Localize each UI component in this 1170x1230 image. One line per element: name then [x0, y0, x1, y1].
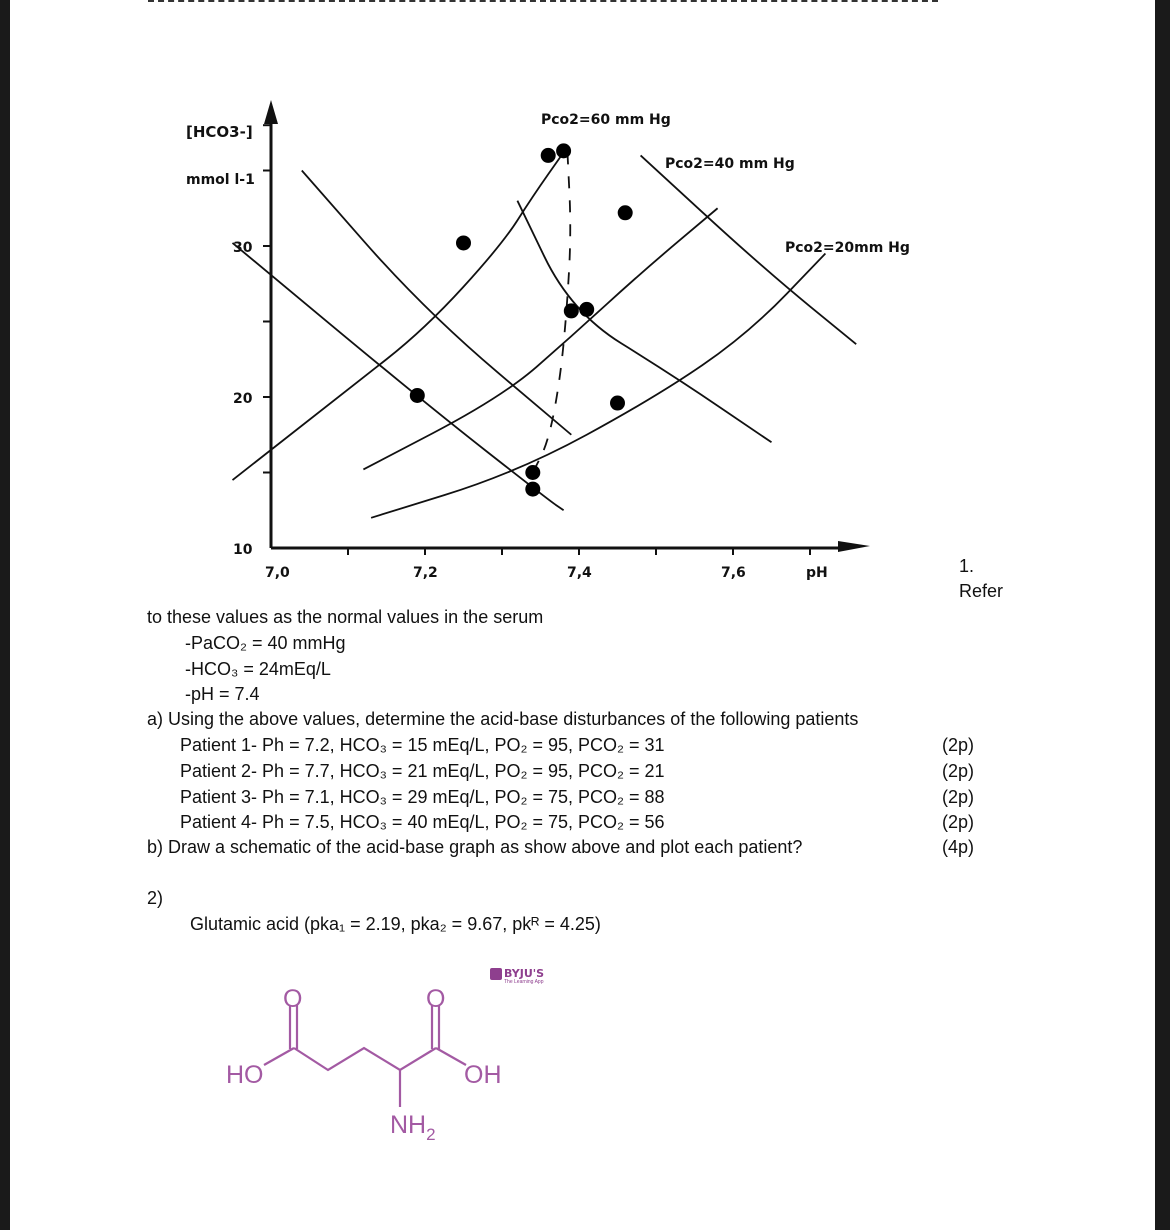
x-axis-label: pH	[806, 565, 828, 581]
data-point-9	[610, 396, 625, 411]
amino-group-subscript: 2	[426, 1125, 436, 1144]
amino-group	[390, 1111, 436, 1144]
acid-base-graph	[0, 0, 1170, 610]
isobar-label-20: Pco2=20mm Hg	[785, 240, 910, 256]
x-axis-arrow	[838, 541, 870, 552]
patient-2-points: (2p)	[942, 761, 975, 781]
patient-3-points: (2p)	[942, 787, 975, 807]
data-point-3	[564, 303, 579, 318]
normal-value-hco3: -HCO₃ = 24mEq/L	[185, 659, 331, 679]
question-2-number: 2)	[147, 888, 164, 908]
data-point-5	[410, 388, 425, 403]
question-number: 1.	[959, 556, 975, 576]
isobar-line-2	[371, 254, 825, 518]
hydroxyl-right: OH	[464, 1061, 502, 1089]
patient-1-points: (2p)	[942, 735, 975, 755]
carbonyl-oxygen-left: O	[283, 985, 303, 1013]
x-tick-label: 7,0	[265, 565, 290, 581]
data-point-4	[579, 302, 594, 317]
normal-value-paco2: -PaCO₂ = 40 mmHg	[185, 633, 346, 653]
data-point-7	[525, 482, 540, 497]
x-tick-label: 7,6	[721, 565, 746, 581]
byjus-tagline: The Learning App	[504, 979, 544, 985]
hydroxyl-left: HO	[226, 1061, 264, 1089]
molecule-bonds	[264, 1005, 466, 1107]
data-point-6	[525, 465, 540, 480]
intro-line: to these values as the normal values in the serum	[147, 607, 544, 627]
data-point-0	[541, 148, 556, 163]
part-a-prompt: a) Using the above values, determine the acid-base disturbances of the following patients	[147, 709, 859, 729]
normal-value-ph: -pH = 7.4	[185, 684, 260, 704]
patient-1: Patient 1- Ph = 7.2, HCO₃ = 15 mEq/L, PO₂ = 95, PCO₂ = 31	[180, 735, 665, 755]
y-tick-label: 10	[233, 542, 253, 558]
data-point-8	[618, 205, 633, 220]
x-tick-label: 7,4	[567, 565, 592, 581]
patient-2: Patient 2- Ph = 7.7, HCO₃ = 21 mEq/L, PO₂ = 95, PCO₂ = 21	[180, 761, 665, 781]
glutamic-acid-structure	[200, 975, 530, 1155]
part-b-prompt: b) Draw a schematic of the acid-base graph as show above and plot each patient?	[147, 837, 803, 857]
isobar-label-40: Pco2=40 mm Hg	[665, 156, 795, 172]
y-axis-arrow	[264, 100, 278, 124]
isobar-label-60: Pco2=60 mm Hg	[541, 112, 671, 128]
amino-group-base: NH	[390, 1111, 427, 1139]
data-point-2	[456, 235, 471, 250]
patient-3: Patient 3- Ph = 7.1, HCO₃ = 29 mEq/L, PO₂ = 75, PCO₂ = 88	[180, 787, 665, 807]
y-axis-unit: mmol l-1	[186, 172, 255, 188]
y-tick-label: 20	[233, 391, 253, 407]
isobar-line-0	[233, 152, 564, 480]
patient-4: Patient 4- Ph = 7.5, HCO₃ = 40 mEq/L, PO₂ = 75, PCO₂ = 56	[180, 812, 665, 832]
data-point-1	[556, 143, 571, 158]
part-b-points: (4p)	[942, 837, 975, 857]
carbonyl-oxygen-right: O	[426, 985, 446, 1013]
question-2-text: Glutamic acid (pka₁ = 2.19, pka₂ = 9.67, pkᴿ = 4.25)	[190, 914, 601, 934]
byjus-brand: BYJU'S	[504, 967, 545, 980]
patient-4-points: (2p)	[942, 812, 975, 832]
x-tick-label: 7,2	[413, 565, 438, 581]
buffer-line-2	[517, 201, 771, 443]
refer-word: Refer	[959, 581, 1004, 601]
y-tick-label: 30	[233, 240, 253, 256]
y-axis-label: [HCO3-]	[186, 123, 253, 141]
